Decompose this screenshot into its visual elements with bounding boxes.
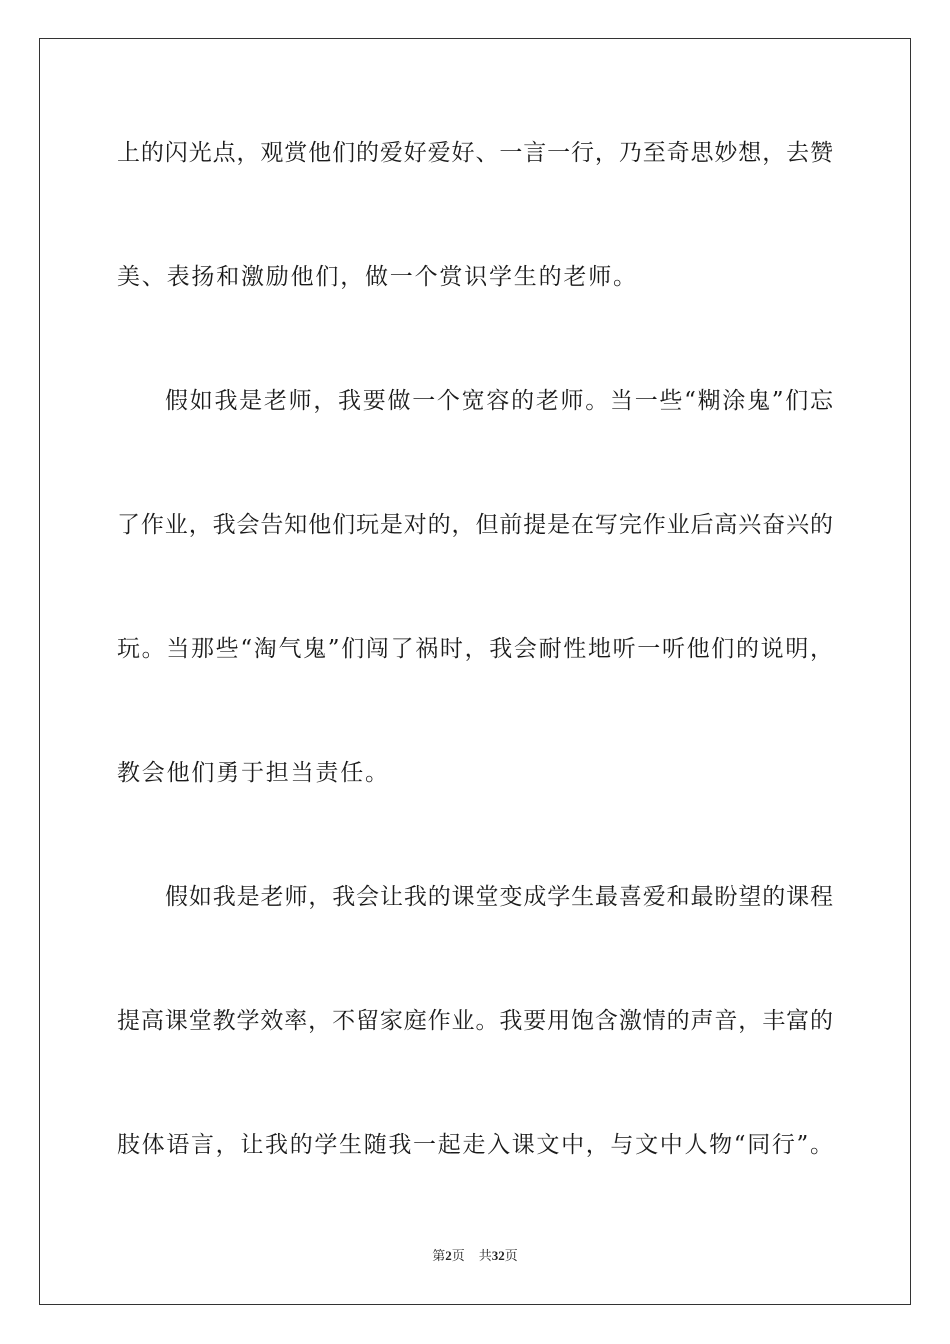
text-line-7: 假如我是老师，我会让我的课堂变成学生最喜爱和最盼望的课程	[165, 884, 833, 910]
text-line-2: 美、表扬和激励他们，做一个赏识学生的老师。	[117, 264, 638, 290]
text-line-9: 肢体语言，让我的学生随我一起走入课文中，与文中人物“同行”。	[117, 1132, 833, 1158]
total-prefix: 共	[478, 1248, 492, 1263]
page-suffix: 页	[451, 1248, 465, 1263]
text-line-5: 玩。当那些“淘气鬼”们闯了祸时，我会耐性地听一听他们的说明，	[117, 636, 833, 662]
text-line-8: 提高课堂教学效率，不留家庭作业。我要用饱含激情的声音，丰富的	[117, 1008, 833, 1034]
page-footer	[0, 1247, 950, 1265]
total-pages: 32	[491, 1248, 505, 1263]
page-number: 2	[445, 1248, 452, 1263]
text-line-3: 假如我是老师，我要做一个宽容的老师。当一些“糊涂鬼”们忘	[165, 388, 833, 414]
text-line-4: 了作业，我会告知他们玩是对的，但前提是在写完作业后高兴奋兴的	[117, 512, 833, 538]
text-line-6: 教会他们勇于担当责任。	[117, 760, 390, 786]
total-suffix: 页	[504, 1248, 518, 1263]
page-border	[39, 38, 911, 1305]
page-prefix: 第	[432, 1248, 446, 1263]
text-line-1: 上的闪光点，观赏他们的爱好爱好、一言一行，乃至奇思妙想，去赞	[117, 140, 833, 166]
